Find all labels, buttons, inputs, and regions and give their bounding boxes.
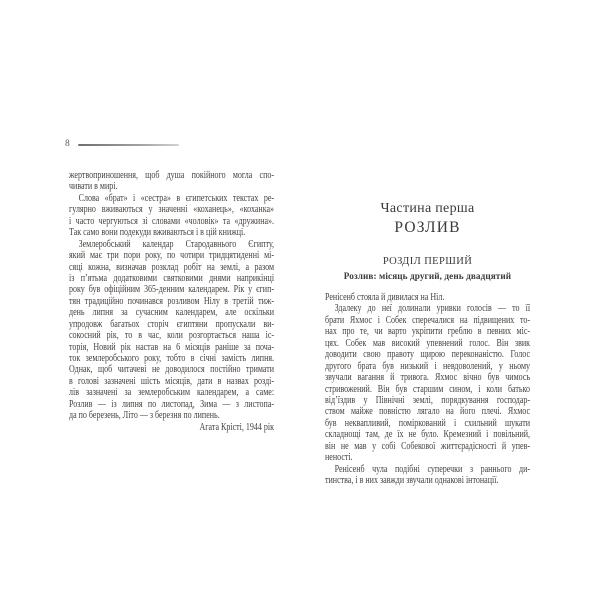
text-line: Землеробський календар Стародавнього Єгипту, [78,238,275,250]
text-line: року був офіційним 365-денним календарем. Рік у єгип- [69,284,275,296]
text-line: сокосний рік, то в час, коли розгортається наша іс- [69,330,275,342]
text-line: да по березень, Літо — з березня по липень. [69,410,220,422]
text-line: Ренісенб чула подібні суперечки з раннього ди- [334,463,531,475]
text-line: Так само вони подекуди вживаються і в цій книжці. [69,227,246,239]
text-line: який має три пори року, по чотири тридцятиденні мі- [69,250,275,262]
text-line: лів зазначені за землеробським календарем, а саме: [69,387,275,399]
text-line: він не мав у собі Собекової життєрадісності й упев- [325,440,531,452]
text-line: брати Яхмос і Собек сперечалися на підвищених то- [325,314,531,326]
text-line: від’їздив у Північні землі, порядкування господар- [325,394,531,406]
text-line: доводити свою правоту щирою переконаністю. Голос [325,349,531,361]
text-line: тинства, і в них завжди звучали однакові інтонації. [325,475,499,486]
text-line: сяці кожна, визначав розклад робіт на землі, а разом [69,261,275,273]
text-line: ством майже повністю лягало на його плечі. Яхмос [325,406,531,418]
text-line: упродовж багатьох сторіч єгиптяни пропускали ви- [69,318,275,330]
text-line: цях. Собек мав високий упевнений голос. Він звик [325,337,531,349]
text-line: жертвоприношення, щоб душа покійного могла спо- [69,170,275,181]
header-rule [78,144,179,146]
text-line: Однак, щоб читачеві не доводилося постійно тримати [69,364,275,376]
text-line: Слова «брат» і «сестра» в єгипетських текстах ре- [78,192,275,204]
right-page [325,0,530,600]
text-line: торія, Новий рік настав на 6 місяців раніше за поча- [69,341,275,353]
text-line: із п’ятьма додатковими святковими днями наприкінці [69,272,275,284]
text-line: Ренісенб стояла й дивилася на Ніл. [325,292,445,303]
left-page [65,0,275,600]
right-page-text [325,292,530,486]
part-title: РОЗЛИВ [394,219,461,236]
text-line: Агата Крісті, 1944 рік [199,421,275,433]
text-line: стривожений. Він був старшим сином, і коли батько [325,383,531,395]
text-line: звучали вагання й тривога. Яхмос вічно був чимось [325,372,531,384]
text-line: неності. [325,452,353,464]
text-line: складнощі там, де їх не було. Кремезний і повільний, [325,429,531,441]
left-page-text [69,170,274,433]
text-line: чивати в мирі. [69,181,118,193]
text-line: в голові зазначені шість місяців, дати в назвах розді- [69,375,275,387]
text-line: нах про те, чи варто укріпити греблю в певних міс- [325,326,531,338]
part-heading: Частина перша [380,201,475,216]
text-line: другого брата був низький і невдоволений, у ньому [325,360,531,372]
chapter-subtitle: Розлив: місяць другий, день двадцятий [343,271,512,281]
text-line: Здалеку до неї долинали уривки голосів — то її [334,303,531,315]
text-line: і часто чергуються зі словами «чоловік» та «дружина». [69,215,275,227]
text-line: був неквапливий, поміркований і схильний шукати [325,417,531,429]
text-line: гулярно вживаються у значенні «коханець», «коханка» [69,204,275,216]
page-number: 8 [65,139,70,149]
text-line: ток землеробського року, тобто в січні замість липня. [69,353,275,364]
text-line: тян традиційно починався розливом Нілу в третій тиж- [69,295,275,307]
text-line: день липня за сучасним календарем, але оскільки [69,307,275,319]
chapter-heading: РОЗДІЛ ПЕРШИЙ [382,256,473,267]
text-line: Розлив — із липня по листопад, Зима — з листопа- [69,398,275,410]
